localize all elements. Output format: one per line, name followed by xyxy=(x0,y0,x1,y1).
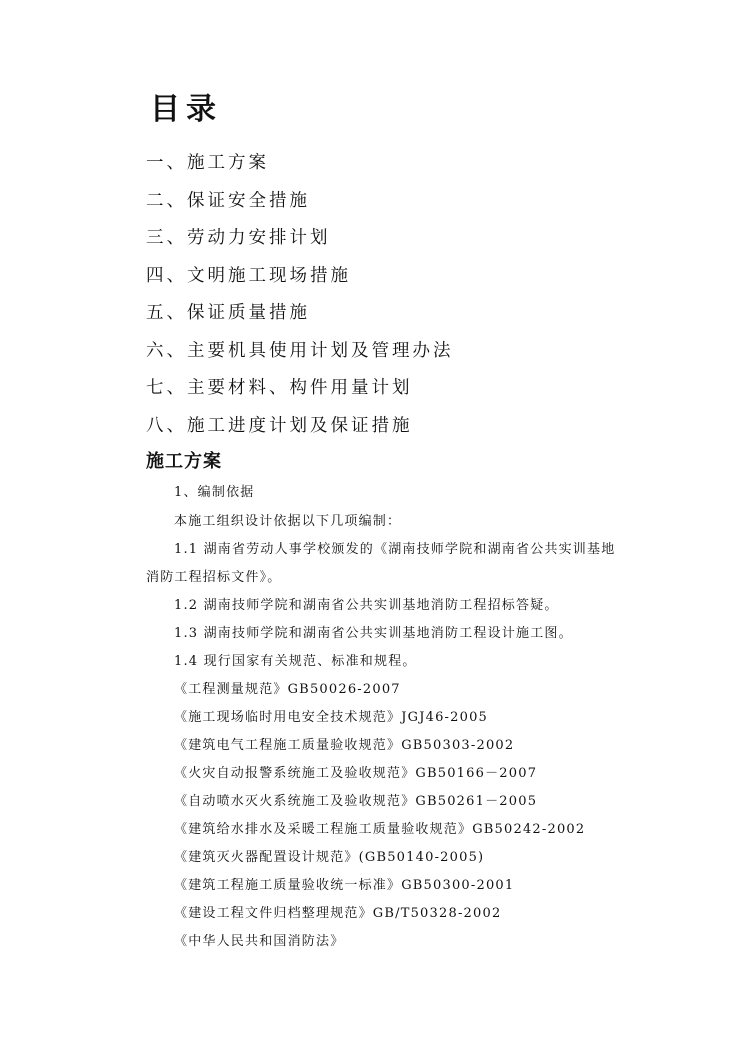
basis-item-1-4: 1.4 现行国家有关规范、标准和规程。 xyxy=(174,654,417,669)
toc-item: 八、施工进度计划及保证措施 xyxy=(146,415,413,436)
standard-item: 《建筑电气工程施工质量验收规范》GB50303-2002 xyxy=(174,738,515,753)
section-heading: 施工方案 xyxy=(146,451,222,472)
standard-item: 《建设工程文件归档整理规范》GB/T50328-2002 xyxy=(174,906,502,921)
standard-item: 《施工现场临时用电安全技术规范》JGJ46-2005 xyxy=(174,710,489,725)
intro-paragraph: 本施工组织设计依据以下几项编制： xyxy=(174,514,402,529)
basis-item-1-1: 1.1 湖南省劳动人事学校颁发的《湖南技师学院和湖南省公共实训基地 xyxy=(174,542,616,557)
standard-item: 《工程测量规范》GB50026-2007 xyxy=(174,682,401,697)
standard-item: 《建筑工程施工质量验收统一标准》GB50300-2001 xyxy=(174,878,515,893)
basis-item-1-2: 1.2 湖南技师学院和湖南省公共实训基地消防工程招标答疑。 xyxy=(174,598,559,613)
basis-item-1-1-continued: 消防工程招标文件》。 xyxy=(146,570,282,585)
toc-title: 目录 xyxy=(150,92,222,127)
standard-item: 《中华人民共和国消防法》 xyxy=(174,934,345,949)
toc-item: 三、劳动力安排计划 xyxy=(146,228,331,248)
toc-item: 一、施工方案 xyxy=(146,153,269,173)
standard-item: 《自动喷水灭火系统施工及验收规范》GB50261－2005 xyxy=(174,794,538,809)
standard-item: 《建筑灭火器配置设计规范》(GB50140-2005) xyxy=(174,850,485,865)
standard-item: 《建筑给水排水及采暖工程施工质量验收规范》GB50242-2002 xyxy=(174,822,586,837)
subheading: 1、编制依据 xyxy=(174,485,255,500)
toc-list xyxy=(146,145,454,445)
standard-item: 《火灾自动报警系统施工及验收规范》GB50166－2007 xyxy=(174,766,538,781)
toc-item: 二、保证安全措施 xyxy=(146,190,310,211)
basis-item-1-3: 1.3 湖南技师学院和湖南省公共实训基地消防工程设计施工图。 xyxy=(174,626,573,641)
toc-item: 四、文明施工现场措施 xyxy=(146,265,351,286)
toc-item: 七、主要材料、构件用量计划 xyxy=(146,378,413,398)
toc-item: 六、主要机具使用计划及管理办法 xyxy=(146,340,454,361)
toc-item: 五、保证质量措施 xyxy=(146,303,310,323)
